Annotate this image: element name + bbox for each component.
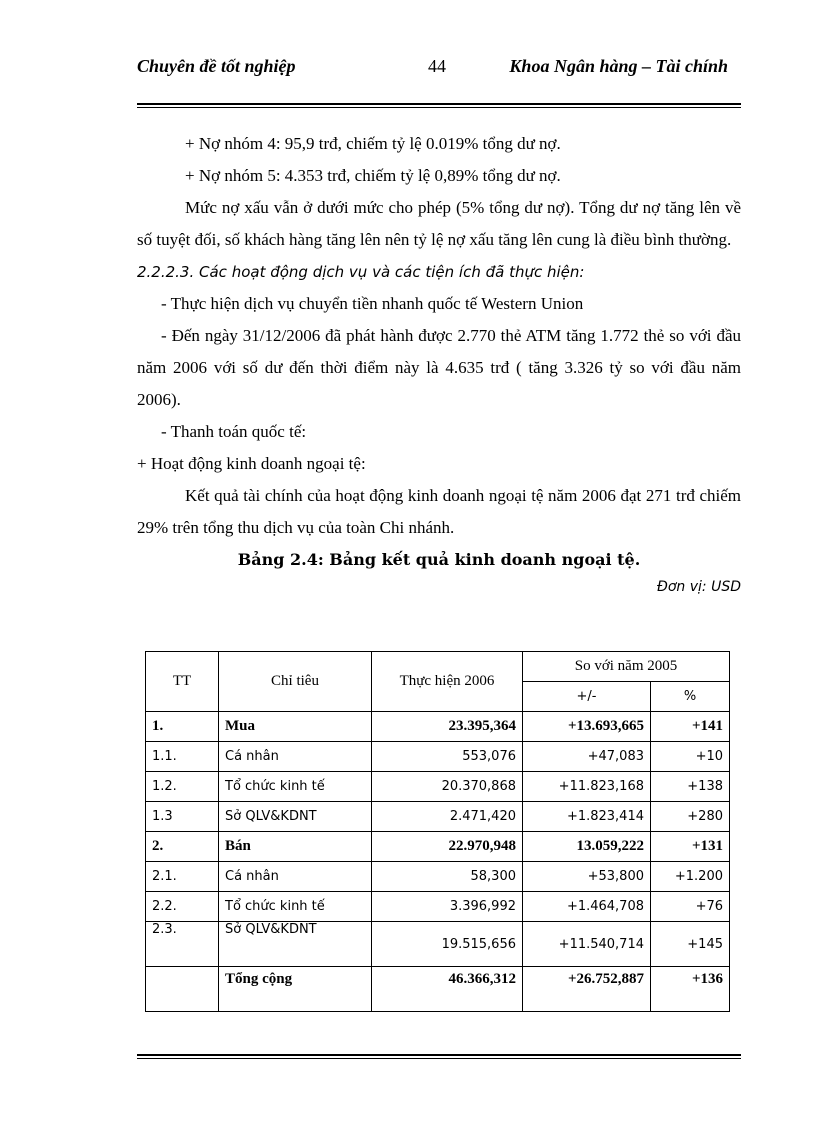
cell-pct: +10: [651, 742, 730, 772]
cell-chitieu: Tổ chức kinh tế: [219, 772, 372, 802]
table-row: [146, 922, 730, 967]
cell-pct: +1.200: [651, 862, 730, 892]
cell-diff: +13.693,665: [523, 712, 651, 742]
bullet-payment: - Thanh toán quốc tế:: [161, 422, 307, 441]
cell-diff: +47,083: [523, 742, 651, 772]
cell-chitieu: Cá nhân: [219, 862, 372, 892]
col-thuchien: Thực hiện 2006: [372, 652, 523, 712]
col-pct: %: [651, 682, 730, 712]
document-body: [137, 128, 741, 598]
cell-chitieu: Mua: [219, 712, 372, 742]
paragraph-bad-debt: Mức nợ xấu vẫn ở dưới mức cho phép (5% tổng dư nợ). Tổng dư nợ tăng lên về số tuyệt đối, số khách hàng tăng lên nên tỷ lệ nợ xấu tăng lên cung là điều bình thường.: [137, 198, 741, 249]
cell-chitieu: Tổng cộng: [219, 967, 372, 1012]
cell-pct: +145: [651, 922, 730, 967]
fx-results-table: [145, 651, 730, 1012]
cell-chitieu: Bán: [219, 832, 372, 862]
cell-thuchien: 20.370,868: [372, 772, 523, 802]
cell-diff: 13.059,222: [523, 832, 651, 862]
cell-pct: +76: [651, 892, 730, 922]
col-chitieu: Chỉ tiêu: [219, 652, 372, 712]
header-rule: [137, 103, 741, 108]
cell-diff: +1.464,708: [523, 892, 651, 922]
table-row: [146, 892, 730, 922]
paragraph-debt-group-4: + Nợ nhóm 4: 95,9 trđ, chiếm tỷ lệ 0.019% tổng dư nợ.: [185, 134, 561, 153]
header-title: Chuyên đề tốt nghiệp: [137, 56, 296, 76]
cell-thuchien: 23.395,364: [372, 712, 523, 742]
cell-thuchien: 3.396,992: [372, 892, 523, 922]
cell-thuchien: 46.366,312: [372, 967, 523, 1012]
cell-thuchien: 2.471,420: [372, 802, 523, 832]
table-row: [146, 742, 730, 772]
section-heading: 2.2.2.3. Các hoạt động dịch vụ và các tiện ích đã thực hiện:: [137, 263, 585, 281]
col-sosanh: So với năm 2005: [523, 652, 730, 682]
cell-diff: +11.540,714: [523, 922, 651, 967]
table-row: [146, 832, 730, 862]
cell-tt: 2.1.: [146, 862, 219, 892]
cell-pct: +138: [651, 772, 730, 802]
subheading-fx: + Hoạt động kinh doanh ngoại tệ:: [137, 454, 366, 473]
table-row: [146, 862, 730, 892]
cell-diff: +1.823,414: [523, 802, 651, 832]
paragraph-debt-group-5: + Nợ nhóm 5: 4.353 trđ, chiếm tỷ lệ 0,89% tổng dư nợ.: [185, 166, 561, 185]
cell-tt: 1.2.: [146, 772, 219, 802]
cell-thuchien: 19.515,656: [372, 922, 523, 967]
paragraph-fx-result: Kết quả tài chính của hoạt động kinh doanh ngoại tệ năm 2006 đạt 271 trđ chiếm 29% trên tổng thu dịch vụ của toàn Chi nhánh.: [137, 486, 741, 537]
cell-tt: 1.3: [146, 802, 219, 832]
table-row: [146, 802, 730, 832]
page-number: 44: [428, 56, 446, 76]
footer-rule: [137, 1054, 741, 1059]
cell-pct: +141: [651, 712, 730, 742]
cell-chitieu: Sở QLV&KDNT: [219, 922, 372, 967]
cell-tt: 2.3.: [146, 922, 219, 967]
cell-tt: [146, 967, 219, 1012]
cell-chitieu: Sở QLV&KDNT: [219, 802, 372, 832]
header-faculty: Khoa Ngân hàng – Tài chính: [509, 56, 728, 76]
cell-diff: +26.752,887: [523, 967, 651, 1012]
table-caption: Bảng 2.4: Bảng kết quả kinh doanh ngoại tệ.: [237, 550, 641, 569]
cell-tt: 2.2.: [146, 892, 219, 922]
cell-chitieu: Tổ chức kinh tế: [219, 892, 372, 922]
bullet-atm: - Đến ngày 31/12/2006 đã phát hành được 2.770 thẻ ATM tăng 1.772 thẻ so với đầu năm 2006 với số dư đến thời điểm này là 4.635 trđ ( tăng 3.326 tỷ so với đầu năm 2006).: [137, 326, 741, 409]
cell-tt: 1.: [146, 712, 219, 742]
col-tt: TT: [146, 652, 219, 712]
cell-thuchien: 22.970,948: [372, 832, 523, 862]
cell-chitieu: Cá nhân: [219, 742, 372, 772]
cell-pct: +280: [651, 802, 730, 832]
table-row: [146, 772, 730, 802]
cell-thuchien: 58,300: [372, 862, 523, 892]
cell-thuchien: 553,076: [372, 742, 523, 772]
table-unit: Đơn vị: USD: [657, 579, 741, 595]
cell-tt: 2.: [146, 832, 219, 862]
cell-pct: +136: [651, 967, 730, 1012]
table-row: [146, 967, 730, 1012]
cell-diff: +11.823,168: [523, 772, 651, 802]
cell-pct: +131: [651, 832, 730, 862]
page-header: [137, 56, 740, 86]
col-diff: +/-: [523, 682, 651, 712]
cell-diff: +53,800: [523, 862, 651, 892]
table-row: [146, 712, 730, 742]
cell-tt: 1.1.: [146, 742, 219, 772]
bullet-western-union: - Thực hiện dịch vụ chuyển tiền nhanh quốc tế Western Union: [161, 294, 584, 313]
